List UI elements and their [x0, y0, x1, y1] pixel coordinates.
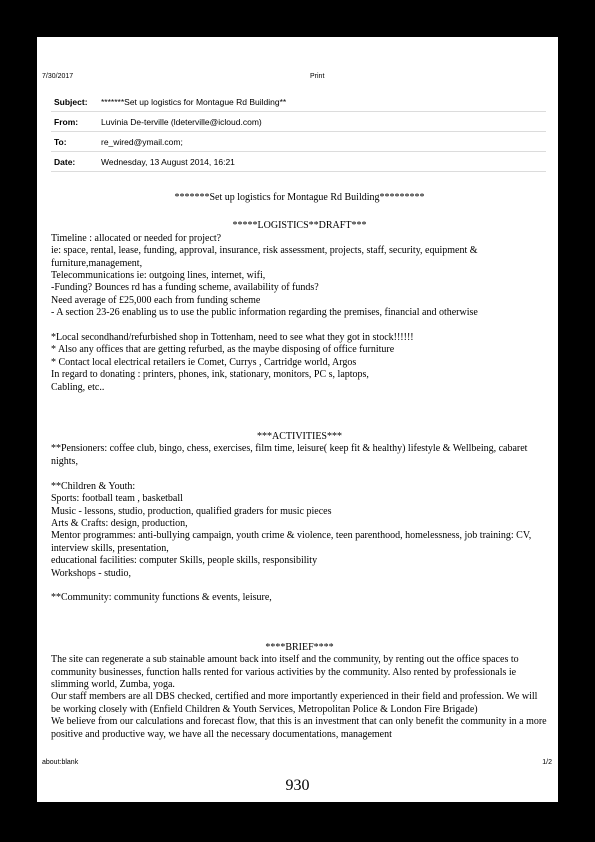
body-line: * Contact local electrical retailers ie Comet, Currys , Cartridge world, Argos [51, 356, 357, 368]
body-line: The site can regenerate a sub stainable amount back into itself and the community, by renting out the office spaces to community businesses, function halls rented for various activities by the community. Also rented by professionals ie slimming world, Zumba, yoga. [51, 654, 522, 690]
body-line: In regard to donating : printers, phones, ink, stationary, monitors, PC s, laptops, [51, 369, 369, 381]
body-line: **Community: community functions & events, leisure, [51, 592, 272, 604]
body-line: We believe from our calculations and forecast flow, that this is an investment that can only benefit the community in a more positive and productive way, we have all the necessary documentations, management [51, 716, 550, 740]
subject-label: Subject: [54, 96, 88, 107]
print-title: Print [310, 73, 325, 80]
body-line: - A section 23-26 enabling us to use the public information regarding the premises, financial and otherwise [51, 307, 478, 319]
to-label: To: [54, 136, 67, 147]
activities-title: ***ACTIVITIES*** [257, 431, 342, 443]
body-line: ie: space, rental, lease, funding, approval, insurance, risk assessment, projects, staff, security, equipment & furniture,management, [51, 245, 481, 269]
main-title: *******Set up logistics for Montague Rd Building********* [174, 192, 425, 203]
page-number: 930 [285, 777, 310, 794]
email-body [51, 192, 548, 741]
brief-title: ****BRIEF**** [265, 641, 334, 653]
body-line: Mentor programmes: anti-bullying campaign, youth crime & violence, teen parenthood, homelessness, job training: CV, interview skills, presentation, [51, 530, 534, 554]
body-line: * Also any offices that are getting refurbed, as the maybe disposing of office furniture [51, 344, 395, 356]
body-line: Sports: football team , basketball [51, 493, 183, 505]
body-line: **Children & Youth: [51, 480, 136, 492]
to-row [51, 131, 546, 151]
activities-section [51, 443, 548, 604]
body-line: educational facilities: computer Skills, people skills, responsibility [51, 555, 318, 567]
logistics-section [51, 233, 548, 394]
email-header [51, 92, 546, 172]
date-value: Wednesday, 13 August 2014, 16:21 [101, 156, 235, 167]
from-label: From: [54, 116, 79, 127]
body-line [51, 580, 548, 592]
body-line: Our staff members are all DBS checked, certified and more importantly experienced in their field and profession. We will be working closely with (Enfield Children & Youth Services, Metropolitan Police & London Fire Brigade) [51, 691, 540, 715]
body-line [51, 468, 548, 480]
body-line: Workshops - studio, [51, 567, 132, 579]
brief-section [51, 654, 548, 741]
print-date: 7/30/2017 [42, 73, 74, 80]
body-line: Timeline : allocated or needed for project? [51, 232, 222, 244]
logistics-title: *****LOGISTICS**DRAFT*** [232, 220, 367, 232]
body-line [51, 320, 548, 332]
subject-value: *******Set up logistics for Montague Rd Building** [101, 96, 287, 107]
from-row [51, 111, 546, 131]
footer-page-count: 1/2 [542, 759, 552, 766]
body-line: Cabling, etc.. [51, 381, 105, 393]
body-line: Music - lessons, studio, production, qualified graders for music pieces [51, 505, 332, 517]
to-value: re_wired@ymail.com; [101, 136, 183, 147]
print-page [37, 37, 558, 802]
body-line: **Pensioners: coffee club, bingo, chess, exercises, film time, leisure( keep fit & healthy) lifestyle & Wellbeing, cabaret nights, [51, 443, 530, 467]
footer-url: about:blank [42, 759, 79, 766]
body-line: -Funding? Bounces rd has a funding scheme, availability of funds? [51, 282, 319, 294]
body-line: Need average of £25,000 each from funding scheme [51, 294, 261, 306]
from-value: Luvinia De-terville (ldeterville@icloud.com) [101, 116, 262, 127]
body-line: Telecommunications ie: outgoing lines, internet, wifi, [51, 270, 266, 282]
date-label: Date: [54, 156, 76, 167]
subject-row [51, 92, 546, 111]
body-line: *Local secondhand/refurbished shop in Tottenham, need to see what they got in stock!!!!!! [51, 332, 414, 344]
body-line: Arts & Crafts: design, production, [51, 517, 188, 529]
date-row [51, 151, 546, 172]
